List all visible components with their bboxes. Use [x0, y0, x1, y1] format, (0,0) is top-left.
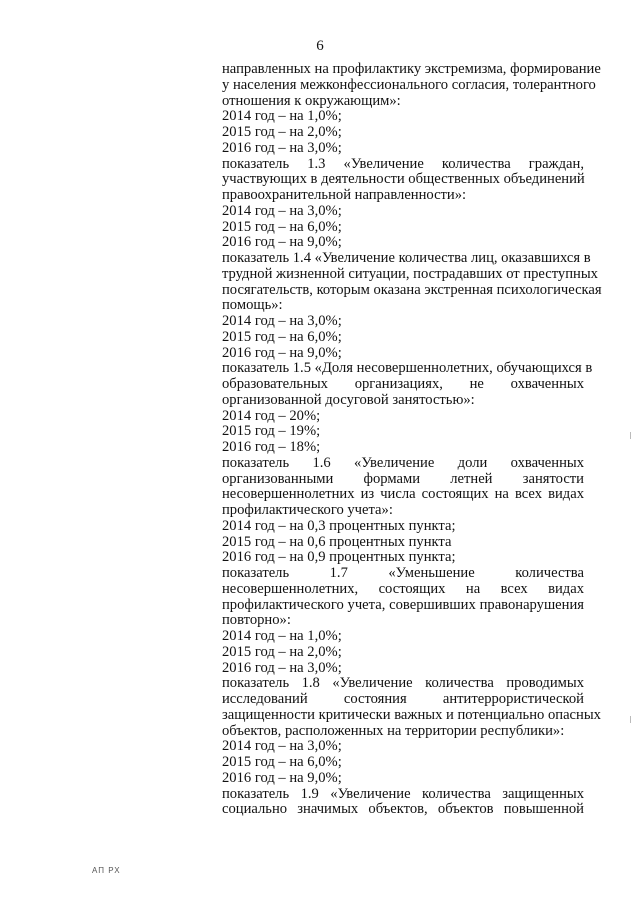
text-line: правоохранительной направленности»:	[222, 187, 467, 203]
text-line: 2014 год – 20%;	[222, 407, 321, 424]
text-line: 2014 год – на 1,0%;	[222, 628, 342, 644]
text-line: посягательств, которым оказана экстренная психологическая	[222, 281, 602, 298]
text-line: показатель 1.9 «Увеличение количества защищенных	[222, 785, 584, 802]
text-line: организованной досуговой занятостью»:	[222, 391, 475, 408]
text-line: исследований состояния антитеррористической	[222, 691, 584, 707]
text-line: 2015 год – на 0,6 процентных пункта	[222, 533, 452, 550]
text-line: 2015 год – на 6,0%;	[222, 218, 342, 235]
page-number: 6	[316, 38, 324, 54]
text-line: 2014 год – на 0,3 процентных пункта;	[222, 517, 456, 534]
text-line: показатель 1.7 «Уменьшение количества	[222, 565, 584, 581]
text-line: у населения межконфессионального согласия, толерантного	[222, 76, 596, 93]
scan-margin-mark	[630, 432, 631, 439]
text-line: 2015 год – на 6,0%;	[222, 754, 342, 770]
text-line: участвующих в деятельности общественных объединений	[222, 171, 585, 188]
text-line: 2016 год – на 3,0%;	[222, 659, 342, 676]
text-line: несовершеннолетних, состоящих на всех видах	[222, 580, 584, 597]
text-line: 2016 год – на 9,0%;	[222, 769, 342, 786]
text-line: помощь»:	[222, 297, 283, 314]
text-line: направленных на профилактику экстремизма, формирование	[222, 61, 601, 77]
text-line: повторно»:	[222, 612, 291, 629]
text-line: 2016 год – 18%;	[222, 439, 321, 455]
text-line: показатель 1.5 «Доля несовершеннолетних, обучающихся в	[222, 360, 593, 377]
text-line: 2014 год – на 3,0%;	[222, 738, 342, 755]
scan-margin-mark	[630, 716, 631, 723]
text-line: показатель 1.4 «Увеличение количества лиц, оказавшихся в	[222, 250, 591, 266]
text-line: организованными формами летней занятости	[222, 470, 584, 487]
text-line: 2014 год – на 3,0%;	[222, 313, 342, 329]
text-line: защищенности критически важных и потенциально опасных	[222, 706, 601, 723]
text-line: профилактического учета, совершивших правонарушения	[222, 596, 584, 613]
text-line: отношения к окружающим»:	[222, 92, 401, 109]
text-line: 2014 год – на 3,0%;	[222, 202, 342, 219]
text-line: 2015 год – на 2,0%;	[222, 124, 342, 140]
text-line: 2016 год – на 9,0%;	[222, 234, 342, 251]
text-line: несовершеннолетних из числа состоящих на всех видах	[222, 486, 584, 503]
text-line: профилактического учета»:	[222, 502, 393, 518]
text-line: показатель 1.3 «Увеличение количества граждан,	[222, 155, 584, 172]
text-line: образовательных организациях, не охваченных	[222, 376, 584, 392]
document-body	[222, 61, 602, 818]
text-line: объектов, расположенных на территории республики»:	[222, 722, 565, 739]
text-line: 2016 год – на 9,0%;	[222, 344, 342, 361]
text-line: 2015 год – на 2,0%;	[222, 643, 342, 660]
text-line: показатель 1.8 «Увеличение количества проводимых	[222, 675, 584, 692]
text-line: 2015 год – на 6,0%;	[222, 328, 342, 345]
text-line: 2014 год – на 1,0%;	[222, 108, 342, 125]
text-line: трудной жизненной ситуации, пострадавших от преступных	[222, 265, 598, 282]
footer-mark: АП РХ	[92, 866, 121, 875]
text-line: социально значимых объектов, объектов повышенной	[222, 801, 584, 818]
text-line: показатель 1.6 «Увеличение доли охваченных	[222, 454, 584, 471]
text-line: 2016 год – на 0,9 процентных пункта;	[222, 549, 456, 566]
text-line: 2015 год – 19%;	[222, 423, 321, 440]
text-line: 2016 год – на 3,0%;	[222, 139, 342, 156]
